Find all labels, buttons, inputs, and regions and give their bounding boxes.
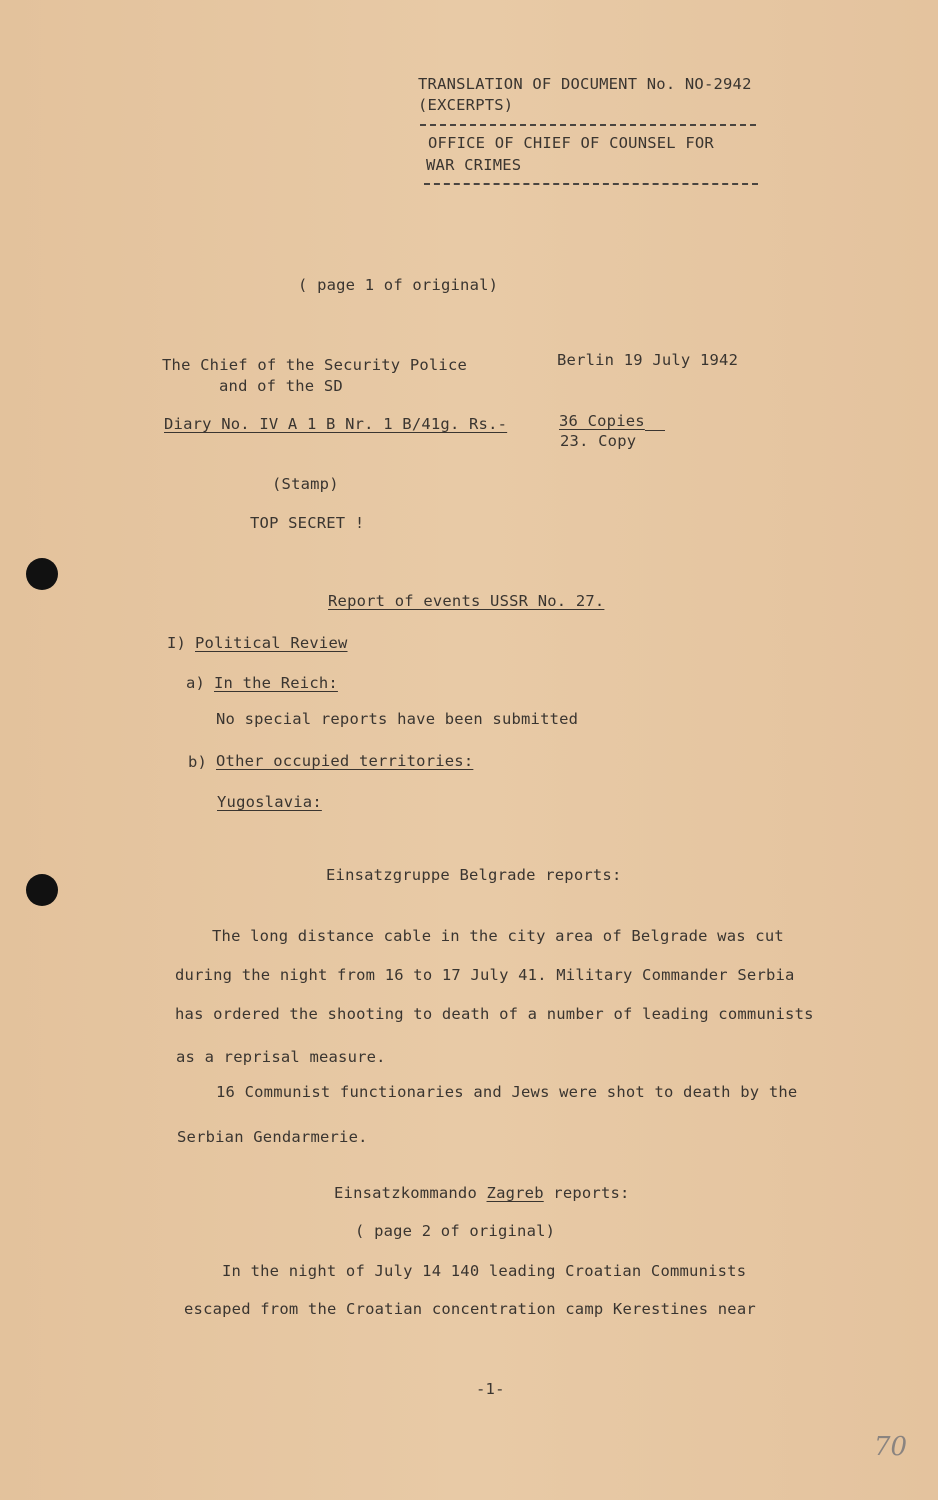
section-b-number: b) [188,753,208,771]
belgrade-paragraph-2-line-1: 16 Communist functionaries and Jews were shot to death by the [216,1083,798,1101]
sender-line-2: and of the SD [219,377,343,395]
diary-number: Diary No. IV A 1 B Nr. 1 B/41g. Rs.- [164,415,508,433]
section-1-title: Political Review [195,634,348,652]
copies-total: 36 Copies [559,412,645,430]
header-title: TRANSLATION OF DOCUMENT No. NO-2942 [418,75,752,93]
page-marker-1: ( page 1 of original) [298,276,499,294]
page-number: -1- [476,1380,505,1398]
place-date: Berlin 19 July 1942 [557,351,739,369]
section-a-text: No special reports have been submitted [216,710,579,728]
belgrade-heading: Einsatzgruppe Belgrade reports: [326,866,622,884]
belgrade-paragraph-1-line-2: during the night from 16 to 17 July 41. Military Commander Serbia [175,966,795,984]
zagreb-heading-post: reports: [553,1184,630,1202]
zagreb-heading [334,1184,630,1202]
copies-underline [645,430,665,431]
sender-line-1: The Chief of the Security Police [162,356,468,374]
copy-number: 23. Copy [560,432,637,450]
page-marker-2: ( page 2 of original) [355,1222,556,1240]
handwritten-number: 70 [874,1432,908,1462]
office-line-2: WAR CRIMES [426,156,522,174]
header-divider-bottom [424,183,758,185]
stamp-label: (Stamp) [272,475,339,493]
belgrade-paragraph-1-line-4: as a reprisal measure. [176,1048,386,1066]
section-1-number: I) [167,634,187,652]
report-title: Report of events USSR No. 27. [328,592,605,610]
punch-hole-top [26,558,58,590]
zagreb-heading-pre: Einsatzkommando [334,1184,477,1202]
belgrade-paragraph-1-line-1: The long distance cable in the city area of Belgrade was cut [212,927,784,945]
zagreb-paragraph-line-2: escaped from the Croatian concentration camp Kerestines near [184,1300,756,1318]
header-excerpts: (EXCERPTS) [418,96,514,114]
section-a-number: a) [186,674,206,692]
section-a-title: In the Reich: [214,674,338,692]
belgrade-paragraph-1-line-3: has ordered the shooting to death of a number of leading communists [175,1005,814,1023]
office-line-1: OFFICE OF CHIEF OF COUNSEL FOR [428,134,714,152]
classification: TOP SECRET ! [250,514,365,532]
belgrade-paragraph-2-line-2: Serbian Gendarmerie. [177,1128,368,1146]
zagreb-paragraph-line-1: In the night of July 14 140 leading Croatian Communists [222,1262,747,1280]
header-divider-top [420,124,756,126]
section-b-title: Other occupied territories: [216,752,474,770]
zagreb-heading-place: Zagreb [486,1184,544,1202]
yugoslavia-heading: Yugoslavia: [217,793,322,811]
punch-hole-bottom [26,874,58,906]
